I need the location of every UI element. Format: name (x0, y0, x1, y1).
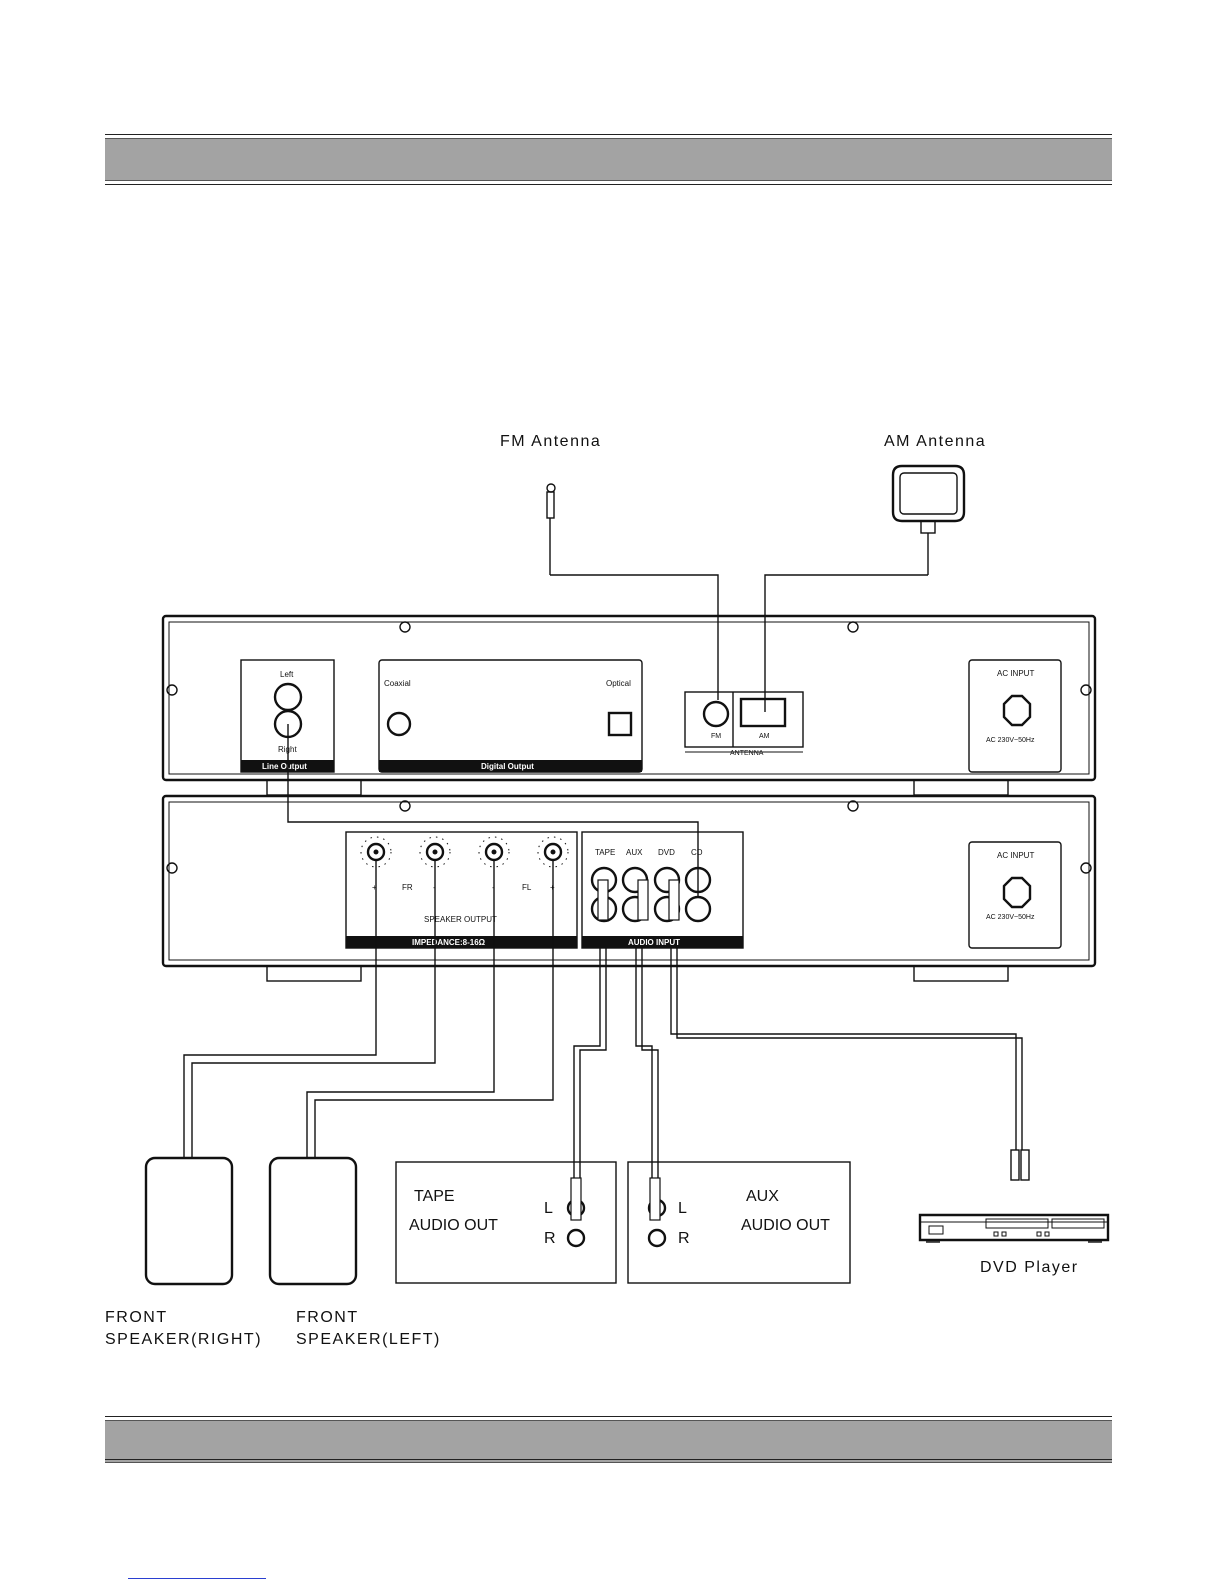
tuner-ac-input-label: AC INPUT (997, 669, 1035, 678)
aux-audio-out-label: AUDIO OUT (741, 1217, 830, 1234)
line-output-title: Line Output (262, 762, 307, 771)
speaker-fl-minus: - (492, 883, 495, 892)
dvd-cable-rca-plugs-icon (1011, 1150, 1029, 1180)
digital-output-panel (379, 660, 642, 772)
front-speaker-right-icon (146, 1158, 232, 1284)
speaker-fr-label: FR (402, 883, 413, 892)
digital-output-title: Digital Output (481, 762, 534, 771)
input-aux-label: AUX (626, 848, 643, 857)
antenna-label: ANTENNA (730, 750, 764, 757)
speaker-fl-plus: + (550, 883, 555, 892)
speaker-fr-plus: + (372, 883, 377, 892)
line-output-to-cd-cable (288, 724, 698, 897)
am-terminal-label: AM (759, 733, 770, 740)
front-speaker-right-label-1: FRONT (105, 1309, 168, 1326)
aux-cable-a (636, 948, 652, 1178)
tape-audio-out-label: AUDIO OUT (409, 1217, 498, 1234)
input-dvd-label: DVD (658, 848, 675, 857)
front-speaker-right-label-2: SPEAKER(RIGHT) (105, 1331, 263, 1348)
fm-antenna-label: FM Antenna (500, 433, 602, 450)
tuner-ac-spec: AC 230V~50Hz (986, 737, 1035, 744)
fm-antenna-icon (547, 484, 555, 575)
aux-r-label: R (678, 1230, 690, 1247)
front-speaker-left-label-2: SPEAKER(LEFT) (296, 1331, 441, 1348)
speaker-output-label: SPEAKER OUTPUT (424, 915, 497, 924)
front-speaker-left-label-1: FRONT (296, 1309, 359, 1326)
tape-cable-b (580, 948, 606, 1178)
tape-title: TAPE (414, 1188, 455, 1205)
dvd-cable-b (677, 948, 1022, 1150)
speaker-cable-fr-plus (184, 860, 376, 1158)
tape-r-label: R (544, 1230, 556, 1247)
fm-antenna-cable (550, 575, 718, 700)
tape-cable-a (574, 948, 600, 1178)
speaker-fr-minus: - (433, 883, 436, 892)
dvd-player-label: DVD Player (980, 1259, 1079, 1276)
audio-input-title: AUDIO INPUT (628, 938, 680, 947)
fm-terminal-label: FM (711, 733, 722, 740)
impedance-label: IMPEDANCE:8-16Ω (412, 938, 486, 947)
line-output-right-label: Right (278, 745, 297, 754)
antenna-terminal-panel (685, 692, 803, 752)
input-cd-label: CD (691, 848, 703, 857)
aux-title: AUX (746, 1188, 779, 1205)
speaker-fl-label: FL (522, 883, 532, 892)
aux-l-label: L (678, 1200, 687, 1217)
amp-ac-input-label: AC INPUT (997, 851, 1035, 860)
line-output-left-label: Left (280, 670, 294, 679)
speaker-cable-fl-plus (315, 860, 553, 1158)
front-speaker-left-icon (270, 1158, 356, 1284)
input-tape-label: TAPE (595, 848, 616, 857)
tape-l-label: L (544, 1200, 553, 1217)
aux-cable-b (642, 948, 658, 1178)
speaker-cable-fr-minus (192, 860, 435, 1158)
amp-ac-spec: AC 230V~50Hz (986, 914, 1035, 921)
speaker-output-panel (346, 832, 577, 948)
coaxial-label: Coaxial (384, 679, 411, 688)
speaker-cable-fl-minus (307, 860, 494, 1158)
am-antenna-label: AM Antenna (884, 433, 987, 450)
dvd-player-icon (920, 1215, 1108, 1242)
dvd-cable-a (671, 948, 1016, 1150)
am-antenna-icon (893, 466, 964, 575)
amplifier-unit (163, 796, 1095, 981)
optical-label: Optical (606, 679, 631, 688)
